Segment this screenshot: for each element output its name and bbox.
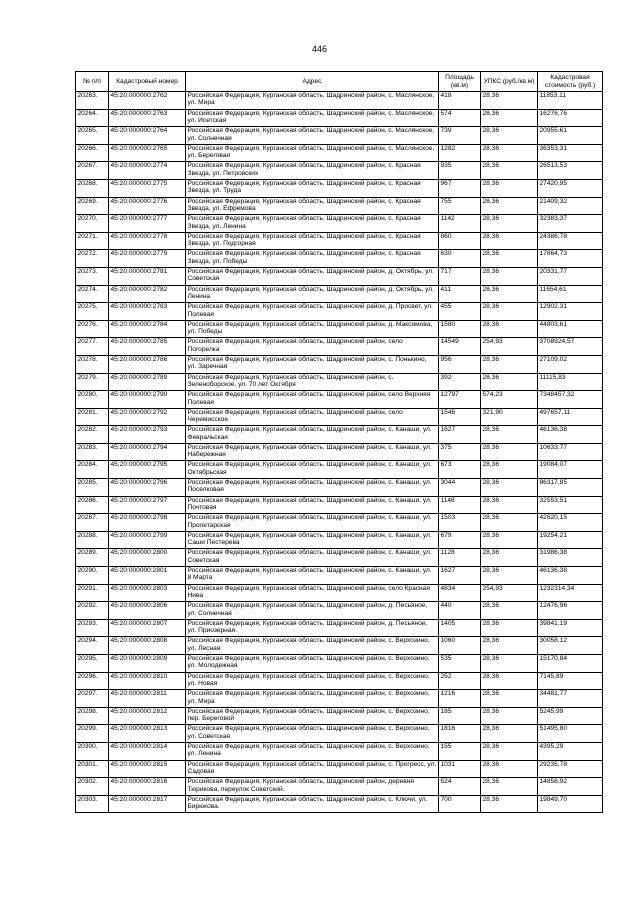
cell-area: 1503 bbox=[439, 514, 481, 532]
cell-area: 1580 bbox=[439, 320, 481, 338]
cell-cadastral-cost: 51495,80 bbox=[538, 725, 603, 743]
cell-num: 20277. bbox=[76, 338, 109, 356]
cell-num: 20289. bbox=[76, 549, 109, 567]
cell-cadastral-number: 45:20:000000:2816 bbox=[109, 778, 186, 796]
cell-cadastral-number: 45:20:000000:2764 bbox=[109, 127, 186, 145]
cell-num: 20283. bbox=[76, 443, 109, 461]
cell-cadastral-number: 45:20:000000:2784 bbox=[109, 320, 186, 338]
cell-address: Российская Федерация, Курганская область, Шадринский район, с. Красная Звезда, ул. Петровских bbox=[186, 162, 439, 180]
cell-cadastral-cost: 46136,38 bbox=[538, 426, 603, 444]
cell-address: Российская Федерация, Курганская область, Шадринский район, с. Красная Звезда, ул. Подгорная bbox=[186, 232, 439, 250]
cell-address: Российская Федерация, Курганская область, Шадринский район, село Красная Нива bbox=[186, 584, 439, 602]
cell-cadastral-number: 45:20:000000:2809 bbox=[109, 655, 186, 673]
cell-cadastral-cost: 29235,78 bbox=[538, 760, 603, 778]
cell-cadastral-cost: 3708924,57 bbox=[538, 338, 603, 356]
cell-cadastral-cost: 32553,51 bbox=[538, 496, 603, 514]
cell-cadastral-cost: 4395,29 bbox=[538, 742, 603, 760]
cell-cadastral-cost: 30058,12 bbox=[538, 637, 603, 655]
header-cadastral-cost: Кадастровая стоимость (руб.) bbox=[538, 72, 603, 92]
cell-cadastral-cost: 86317,85 bbox=[538, 479, 603, 497]
cell-cadastral-cost: 11654,61 bbox=[538, 285, 603, 303]
cell-area: 1816 bbox=[439, 725, 481, 743]
table-row bbox=[76, 725, 603, 743]
cell-num: 20271. bbox=[76, 232, 109, 250]
cell-upks: 28,36 bbox=[481, 514, 538, 532]
cell-cadastral-number: 45:20:000000:2763 bbox=[109, 109, 186, 127]
cell-address: Российская Федерация, Курганская область, Шадринский район, д. Максимова, ул. Победы bbox=[186, 320, 439, 338]
cell-cadastral-cost: 14858,92 bbox=[538, 778, 603, 796]
cell-cadastral-number: 45:20:000000:2801 bbox=[109, 567, 186, 585]
table-row bbox=[76, 285, 603, 303]
cell-cadastral-cost: 32383,37 bbox=[538, 215, 603, 233]
cell-area: 967 bbox=[439, 179, 481, 197]
cell-area: 375 bbox=[439, 443, 481, 461]
table-row bbox=[76, 479, 603, 497]
cell-cadastral-cost: 24386,78 bbox=[538, 232, 603, 250]
cell-num: 20272. bbox=[76, 250, 109, 268]
cell-area: 700 bbox=[439, 795, 481, 813]
cell-address: Российская Федерация, Курганская область, Шадринский район, с. Верхозино, ул. Ленина bbox=[186, 742, 439, 760]
cell-cadastral-number: 45:20:000000:2781 bbox=[109, 267, 186, 285]
cell-cadastral-cost: 12902,31 bbox=[538, 303, 603, 321]
cell-num: 20282. bbox=[76, 426, 109, 444]
cell-area: 3044 bbox=[439, 479, 481, 497]
cell-upks: 28,36 bbox=[481, 285, 538, 303]
cell-address: Российская Федерация, Курганская область, Шадринский район, с. Канаши, ул. 8 Марта bbox=[186, 567, 439, 585]
cell-address: Российская Федерация, Курганская область, Шадринский район, с. Прогресс, ул. Садовая bbox=[186, 760, 439, 778]
cell-address: Российская Федерация, Курганская область, Шадринский район, с. Маслянское, ул. Мира bbox=[186, 92, 439, 110]
cell-cadastral-number: 45:20:000000:2808 bbox=[109, 637, 186, 655]
cell-upks: 28,36 bbox=[481, 742, 538, 760]
table-row bbox=[76, 408, 603, 426]
cell-address: Российская Федерация, Курганская область, Шадринский район, с. Маслянское, ул. Исетская bbox=[186, 109, 439, 127]
cell-cadastral-number: 45:20:000000:2807 bbox=[109, 619, 186, 637]
cell-address: Российская Федерация, Курганская область, Шадринский район, с. Канаши, ул. Почтовая bbox=[186, 496, 439, 514]
cell-upks: 28,36 bbox=[481, 619, 538, 637]
cell-cadastral-number: 45:20:000000:2813 bbox=[109, 725, 186, 743]
table-row bbox=[76, 637, 603, 655]
table-row bbox=[76, 426, 603, 444]
cell-area: 524 bbox=[439, 778, 481, 796]
table-row bbox=[76, 355, 603, 373]
cell-cadastral-cost: 5245,99 bbox=[538, 707, 603, 725]
cell-num: 20297. bbox=[76, 690, 109, 708]
cell-cadastral-cost: 19849,70 bbox=[538, 795, 603, 813]
cell-area: 574 bbox=[439, 109, 481, 127]
cell-area: 1128 bbox=[439, 549, 481, 567]
cell-upks: 28,36 bbox=[481, 426, 538, 444]
table-row bbox=[76, 707, 603, 725]
cell-num: 20286. bbox=[76, 496, 109, 514]
cadastral-table bbox=[75, 71, 603, 813]
cell-cadastral-number: 45:20:000000:2762 bbox=[109, 92, 186, 110]
cell-area: 4834 bbox=[439, 584, 481, 602]
table-row bbox=[76, 197, 603, 215]
cell-upks: 28,36 bbox=[481, 760, 538, 778]
cell-upks: 254,93 bbox=[481, 584, 538, 602]
cell-cadastral-number: 45:20:000000:2796 bbox=[109, 479, 186, 497]
cell-address: Российская Федерация, Курганская область, Шадринский район, д. Октябрь, ул. Ленина bbox=[186, 285, 439, 303]
cell-area: 1546 bbox=[439, 408, 481, 426]
cell-num: 20281. bbox=[76, 408, 109, 426]
cell-num: 20275. bbox=[76, 303, 109, 321]
cell-area: 1405 bbox=[439, 619, 481, 637]
cell-upks: 28,36 bbox=[481, 127, 538, 145]
cell-upks: 28,36 bbox=[481, 602, 538, 620]
cell-area: 440 bbox=[439, 602, 481, 620]
cell-upks: 28,36 bbox=[481, 549, 538, 567]
cell-cadastral-cost: 12476,96 bbox=[538, 602, 603, 620]
table-row bbox=[76, 795, 603, 813]
cell-cadastral-cost: 497657,11 bbox=[538, 408, 603, 426]
cell-area: 630 bbox=[439, 250, 481, 268]
cell-cadastral-cost: 16276,76 bbox=[538, 109, 603, 127]
cell-cadastral-number: 45:20:000000:2799 bbox=[109, 531, 186, 549]
table-row bbox=[76, 267, 603, 285]
cell-cadastral-cost: 27109,02 bbox=[538, 355, 603, 373]
cell-area: 717 bbox=[439, 267, 481, 285]
cell-num: 20287. bbox=[76, 514, 109, 532]
table-row bbox=[76, 690, 603, 708]
cell-cadastral-number: 45:20:000000:2797 bbox=[109, 496, 186, 514]
cell-cadastral-number: 45:20:000000:2803 bbox=[109, 584, 186, 602]
cell-cadastral-number: 45:20:000000:2785 bbox=[109, 338, 186, 356]
cell-address: Российская Федерация, Курганская область, Шадринский район, д. Просвет, ул. Полевая bbox=[186, 303, 439, 321]
cell-area: 956 bbox=[439, 355, 481, 373]
table-row bbox=[76, 92, 603, 110]
cell-address: Российская Федерация, Курганская область, Шадринский район, с. Красная Звезда, ул. Ефремова bbox=[186, 197, 439, 215]
cell-num: 20295. bbox=[76, 655, 109, 673]
cell-address: Российская Федерация, Курганская область, Шадринский район, с. Красная Звезда, ул. Победы bbox=[186, 250, 439, 268]
cell-cadastral-cost: 17864,73 bbox=[538, 250, 603, 268]
cell-upks: 254,93 bbox=[481, 338, 538, 356]
cell-cadastral-cost: 42620,15 bbox=[538, 514, 603, 532]
cell-upks: 28,36 bbox=[481, 567, 538, 585]
table-row bbox=[76, 320, 603, 338]
cell-address: Российская Федерация, Курганская область, Шадринский район, д. Песьяное, ул. Приозерная. bbox=[186, 619, 439, 637]
cell-upks: 28,36 bbox=[481, 144, 538, 162]
table-row bbox=[76, 602, 603, 620]
cell-upks: 28,36 bbox=[481, 725, 538, 743]
table-body bbox=[76, 92, 603, 813]
cell-upks: 28,36 bbox=[481, 303, 538, 321]
cell-cadastral-number: 45:20:000000:2777 bbox=[109, 215, 186, 233]
cell-num: 20273. bbox=[76, 267, 109, 285]
cell-num: 20280. bbox=[76, 391, 109, 409]
cell-num: 20293. bbox=[76, 619, 109, 637]
cell-num: 20270. bbox=[76, 215, 109, 233]
cell-area: 935 bbox=[439, 162, 481, 180]
cell-address: Российская Федерация, Курганская область, Шадринский район, с. Верхозино, ул. Лесная bbox=[186, 637, 439, 655]
cell-address: Российская Федерация, Курганская область, Шадринский район, с. Канаши, ул. Октябрьская bbox=[186, 461, 439, 479]
cell-cadastral-cost: 20955,61 bbox=[538, 127, 603, 145]
cell-upks: 28,36 bbox=[481, 162, 538, 180]
cell-cadastral-cost: 46136,38 bbox=[538, 567, 603, 585]
cell-cadastral-cost: 27420,95 bbox=[538, 179, 603, 197]
cell-num: 20299. bbox=[76, 725, 109, 743]
cell-cadastral-cost: 36353,31 bbox=[538, 144, 603, 162]
cell-upks: 574,23 bbox=[481, 391, 538, 409]
cell-num: 20266. bbox=[76, 144, 109, 162]
cell-cadastral-cost: 26513,53 bbox=[538, 162, 603, 180]
cell-area: 392 bbox=[439, 373, 481, 391]
cell-address: Российская Федерация, Курганская область, Шадринский район, деревня Тюрикова, переулок Советский. bbox=[186, 778, 439, 796]
table-row bbox=[76, 655, 603, 673]
table-row bbox=[76, 742, 603, 760]
table-row bbox=[76, 162, 603, 180]
cell-upks: 28,36 bbox=[481, 197, 538, 215]
cell-upks: 28,36 bbox=[481, 109, 538, 127]
cell-cadastral-number: 45:20:000000:2793 bbox=[109, 426, 186, 444]
cell-address: Российская Федерация, Курганская область, Шадринский район, с. Понькино, ул. Заречная bbox=[186, 355, 439, 373]
cell-num: 20269. bbox=[76, 197, 109, 215]
table-row bbox=[76, 584, 603, 602]
cell-cadastral-number: 45:20:000000:2789 bbox=[109, 373, 186, 391]
table-row bbox=[76, 760, 603, 778]
table-row bbox=[76, 443, 603, 461]
cell-num: 20292. bbox=[76, 602, 109, 620]
cell-address: Российская Федерация, Курганская область, Шадринский район, с. Маслянское, ул. Солнечная bbox=[186, 127, 439, 145]
cell-num: 20274. bbox=[76, 285, 109, 303]
cell-num: 20303. bbox=[76, 795, 109, 813]
cell-cadastral-number: 45:20:000000:2775 bbox=[109, 179, 186, 197]
cell-upks: 28,36 bbox=[481, 461, 538, 479]
cell-cadastral-cost: 20331,77 bbox=[538, 267, 603, 285]
cell-address: Российская Федерация, Курганская область, Шадринский район, с. Верхозино, ул. Новая bbox=[186, 672, 439, 690]
cell-address: Российская Федерация, Курганская область, Шадринский район, с. Зеленоборское, ул. 70 лет Октября bbox=[186, 373, 439, 391]
table-row bbox=[76, 179, 603, 197]
cell-address: Российская Федерация, Курганская область, Шадринский район, с. Канаши, ул. Февральская bbox=[186, 426, 439, 444]
cell-num: 20263. bbox=[76, 92, 109, 110]
cell-cadastral-number: 45:20:000000:2806 bbox=[109, 602, 186, 620]
cell-area: 155 bbox=[439, 742, 481, 760]
cell-upks: 28,36 bbox=[481, 795, 538, 813]
cell-area: 1216 bbox=[439, 690, 481, 708]
cell-cadastral-number: 45:20:000000:2798 bbox=[109, 514, 186, 532]
cell-area: 673 bbox=[439, 461, 481, 479]
cell-cadastral-cost: 11853,11 bbox=[538, 92, 603, 110]
cell-num: 20294. bbox=[76, 637, 109, 655]
cell-cadastral-number: 45:20:000000:2790 bbox=[109, 391, 186, 409]
cell-upks: 28,36 bbox=[481, 778, 538, 796]
cell-cadastral-cost: 39841,19 bbox=[538, 619, 603, 637]
cell-cadastral-number: 45:20:000000:2786 bbox=[109, 355, 186, 373]
cell-upks: 28,36 bbox=[481, 250, 538, 268]
cell-upks: 28,36 bbox=[481, 479, 538, 497]
header-cadastral-number: Кадастровый номер bbox=[109, 72, 186, 92]
cell-address: Российская Федерация, Курганская область, Шадринский район, с. Канаши, ул. Советская bbox=[186, 549, 439, 567]
cell-cadastral-number: 45:20:000000:2792 bbox=[109, 408, 186, 426]
table-row bbox=[76, 391, 603, 409]
table-row bbox=[76, 215, 603, 233]
cell-address: Российская Федерация, Курганская область, Шадринский район, с. Канаши, ул. Саши Пестерева bbox=[186, 531, 439, 549]
table-row bbox=[76, 109, 603, 127]
cell-num: 20276. bbox=[76, 320, 109, 338]
cell-cadastral-cost: 10633,77 bbox=[538, 443, 603, 461]
cell-address: Российская Федерация, Курганская область, Шадринский район, с. Ключи, ул. Бирюкова. bbox=[186, 795, 439, 813]
cell-address: Российская Федерация, Курганская область, Шадринский район, село Верхняя Полевая bbox=[186, 391, 439, 409]
cell-upks: 28,36 bbox=[481, 655, 538, 673]
cell-address: Российская Федерация, Курганская область, Шадринский район, село Черемисское bbox=[186, 408, 439, 426]
cell-num: 20267. bbox=[76, 162, 109, 180]
cell-address: Российская Федерация, Курганская область, Шадринский район, д. Октябрь, ул. Советская bbox=[186, 267, 439, 285]
cell-num: 20301. bbox=[76, 760, 109, 778]
cell-area: 1282 bbox=[439, 144, 481, 162]
cell-upks: 321,90 bbox=[481, 408, 538, 426]
cell-upks: 28,36 bbox=[481, 215, 538, 233]
cell-area: 860 bbox=[439, 232, 481, 250]
cell-num: 20264. bbox=[76, 109, 109, 127]
cell-area: 679 bbox=[439, 531, 481, 549]
cell-cadastral-cost: 15170,84 bbox=[538, 655, 603, 673]
table-row bbox=[76, 531, 603, 549]
cell-cadastral-number: 45:20:000000:2779 bbox=[109, 250, 186, 268]
header-area: Площадь (кв.м) bbox=[439, 72, 481, 92]
table-row bbox=[76, 567, 603, 585]
cell-num: 20290. bbox=[76, 567, 109, 585]
header-address: Адрес bbox=[186, 72, 439, 92]
cell-cadastral-number: 45:20:000000:2778 bbox=[109, 232, 186, 250]
cell-upks: 28,36 bbox=[481, 232, 538, 250]
header-num: № п/п bbox=[76, 72, 109, 92]
cell-cadastral-cost: 11115,83 bbox=[538, 373, 603, 391]
cell-num: 20279. bbox=[76, 373, 109, 391]
cell-cadastral-number: 45:20:000000:2782 bbox=[109, 285, 186, 303]
cell-area: 1060 bbox=[439, 637, 481, 655]
cell-cadastral-number: 45:20:000000:2765 bbox=[109, 144, 186, 162]
cell-upks: 28,36 bbox=[481, 531, 538, 549]
cell-address: Российская Федерация, Курганская область, Шадринский район, с. Маслянское, ул. Береговая bbox=[186, 144, 439, 162]
cell-area: 418 bbox=[439, 92, 481, 110]
cell-cadastral-number: 45:20:000000:2810 bbox=[109, 672, 186, 690]
cell-area: 12797 bbox=[439, 391, 481, 409]
cell-cadastral-number: 45:20:000000:2783 bbox=[109, 303, 186, 321]
cell-cadastral-cost: 31986,38 bbox=[538, 549, 603, 567]
table-row bbox=[76, 778, 603, 796]
cell-num: 20285. bbox=[76, 479, 109, 497]
table-row bbox=[76, 619, 603, 637]
cell-cadastral-cost: 7145,89 bbox=[538, 672, 603, 690]
cell-address: Российская Федерация, Курганская область, Шадринский район, с. Верхозино, ул. Мира bbox=[186, 690, 439, 708]
cell-upks: 28,36 bbox=[481, 267, 538, 285]
table-row bbox=[76, 373, 603, 391]
cell-num: 20284. bbox=[76, 461, 109, 479]
cell-upks: 28,36 bbox=[481, 496, 538, 514]
cell-cadastral-cost: 19084,07 bbox=[538, 461, 603, 479]
cell-address: Российская Федерация, Курганская область, Шадринский район, д. Песьяное, ул. Солнечная bbox=[186, 602, 439, 620]
cell-cadastral-number: 45:20:000000:2812 bbox=[109, 707, 186, 725]
cell-address: Российская Федерация, Курганская область, Шадринский район, с. Канаши, ул. Пролетарская bbox=[186, 514, 439, 532]
cell-upks: 28,36 bbox=[481, 707, 538, 725]
cell-cadastral-cost: 7348457,32 bbox=[538, 391, 603, 409]
cell-area: 1627 bbox=[439, 567, 481, 585]
cell-address: Российская Федерация, Курганская область, Шадринский район, с. Канаши, ул. Поселковая bbox=[186, 479, 439, 497]
table-row bbox=[76, 303, 603, 321]
cell-cadastral-cost: 1232314,34 bbox=[538, 584, 603, 602]
cell-address: Российская Федерация, Курганская область, Шадринский район, с. Канаши, ул. Набережная bbox=[186, 443, 439, 461]
cell-area: 535 bbox=[439, 655, 481, 673]
table-row bbox=[76, 338, 603, 356]
page-number: 446 bbox=[311, 44, 328, 54]
cell-area: 1142 bbox=[439, 215, 481, 233]
cell-cadastral-number: 45:20:000000:2811 bbox=[109, 690, 186, 708]
cell-area: 185 bbox=[439, 707, 481, 725]
cell-area: 455 bbox=[439, 303, 481, 321]
cell-address: Российская Федерация, Курганская область, Шадринский район, с. Верхозино, ул. Советская bbox=[186, 725, 439, 743]
cell-address: Российская Федерация, Курганская область, Шадринский район, с. Красная Звезда, ул. Труда bbox=[186, 179, 439, 197]
cell-area: 755 bbox=[439, 197, 481, 215]
cell-address: Российская Федерация, Курганская область, Шадринский район, с. Верхозино, ул. Молодежная bbox=[186, 655, 439, 673]
cell-num: 20298. bbox=[76, 707, 109, 725]
cell-num: 20268. bbox=[76, 179, 109, 197]
cell-area: 1148 bbox=[439, 496, 481, 514]
cell-upks: 28,36 bbox=[481, 92, 538, 110]
cell-area: 1627 bbox=[439, 426, 481, 444]
cell-upks: 28,36 bbox=[481, 443, 538, 461]
cell-upks: 28,36 bbox=[481, 637, 538, 655]
cell-num: 20302. bbox=[76, 778, 109, 796]
table-row bbox=[76, 232, 603, 250]
table-row bbox=[76, 514, 603, 532]
cell-num: 20300. bbox=[76, 742, 109, 760]
cell-cadastral-number: 45:20:000000:2776 bbox=[109, 197, 186, 215]
cell-upks: 28,36 bbox=[481, 672, 538, 690]
cell-cadastral-number: 45:20:000000:2795 bbox=[109, 461, 186, 479]
cell-upks: 28,36 bbox=[481, 690, 538, 708]
cell-address: Российская Федерация, Курганская область, Шадринский район, с. Верхозино, пер. Береговой bbox=[186, 707, 439, 725]
cell-address: Российская Федерация, Курганская область, Шадринский район, с. Красная Звезда, ул. Ленина bbox=[186, 215, 439, 233]
cell-cadastral-cost: 34481,77 bbox=[538, 690, 603, 708]
cell-num: 20288. bbox=[76, 531, 109, 549]
header-upks: УПКС (руб./кв.м) bbox=[481, 72, 538, 92]
cell-num: 20265. bbox=[76, 127, 109, 145]
cell-area: 14549 bbox=[439, 338, 481, 356]
cell-address: Российская Федерация, Курганская область, Шадринский район, село Погорелка bbox=[186, 338, 439, 356]
cell-upks: 28,36 bbox=[481, 355, 538, 373]
cell-area: 252 bbox=[439, 672, 481, 690]
table-row bbox=[76, 250, 603, 268]
cell-cadastral-number: 45:20:000000:2774 bbox=[109, 162, 186, 180]
cell-cadastral-cost: 44803,61 bbox=[538, 320, 603, 338]
cell-cadastral-number: 45:20:000000:2817 bbox=[109, 795, 186, 813]
table-row bbox=[76, 461, 603, 479]
cell-upks: 28,36 bbox=[481, 320, 538, 338]
cell-num: 20278. bbox=[76, 355, 109, 373]
cell-cadastral-number: 45:20:000000:2814 bbox=[109, 742, 186, 760]
cell-area: 1031 bbox=[439, 760, 481, 778]
cell-cadastral-number: 45:20:000000:2794 bbox=[109, 443, 186, 461]
cell-cadastral-number: 45:20:000000:2800 bbox=[109, 549, 186, 567]
cell-upks: 28,36 bbox=[481, 373, 538, 391]
table-row bbox=[76, 496, 603, 514]
cell-cadastral-number: 45:20:000000:2815 bbox=[109, 760, 186, 778]
table-row bbox=[76, 127, 603, 145]
table-row bbox=[76, 672, 603, 690]
table-header-row bbox=[76, 72, 603, 92]
table-row bbox=[76, 549, 603, 567]
cell-cadastral-cost: 21409,32 bbox=[538, 197, 603, 215]
cell-area: 739 bbox=[439, 127, 481, 145]
cell-num: 20296. bbox=[76, 672, 109, 690]
cell-area: 411 bbox=[439, 285, 481, 303]
cell-cadastral-cost: 19254,21 bbox=[538, 531, 603, 549]
cell-num: 20291. bbox=[76, 584, 109, 602]
table-row bbox=[76, 144, 603, 162]
cell-upks: 28,36 bbox=[481, 179, 538, 197]
